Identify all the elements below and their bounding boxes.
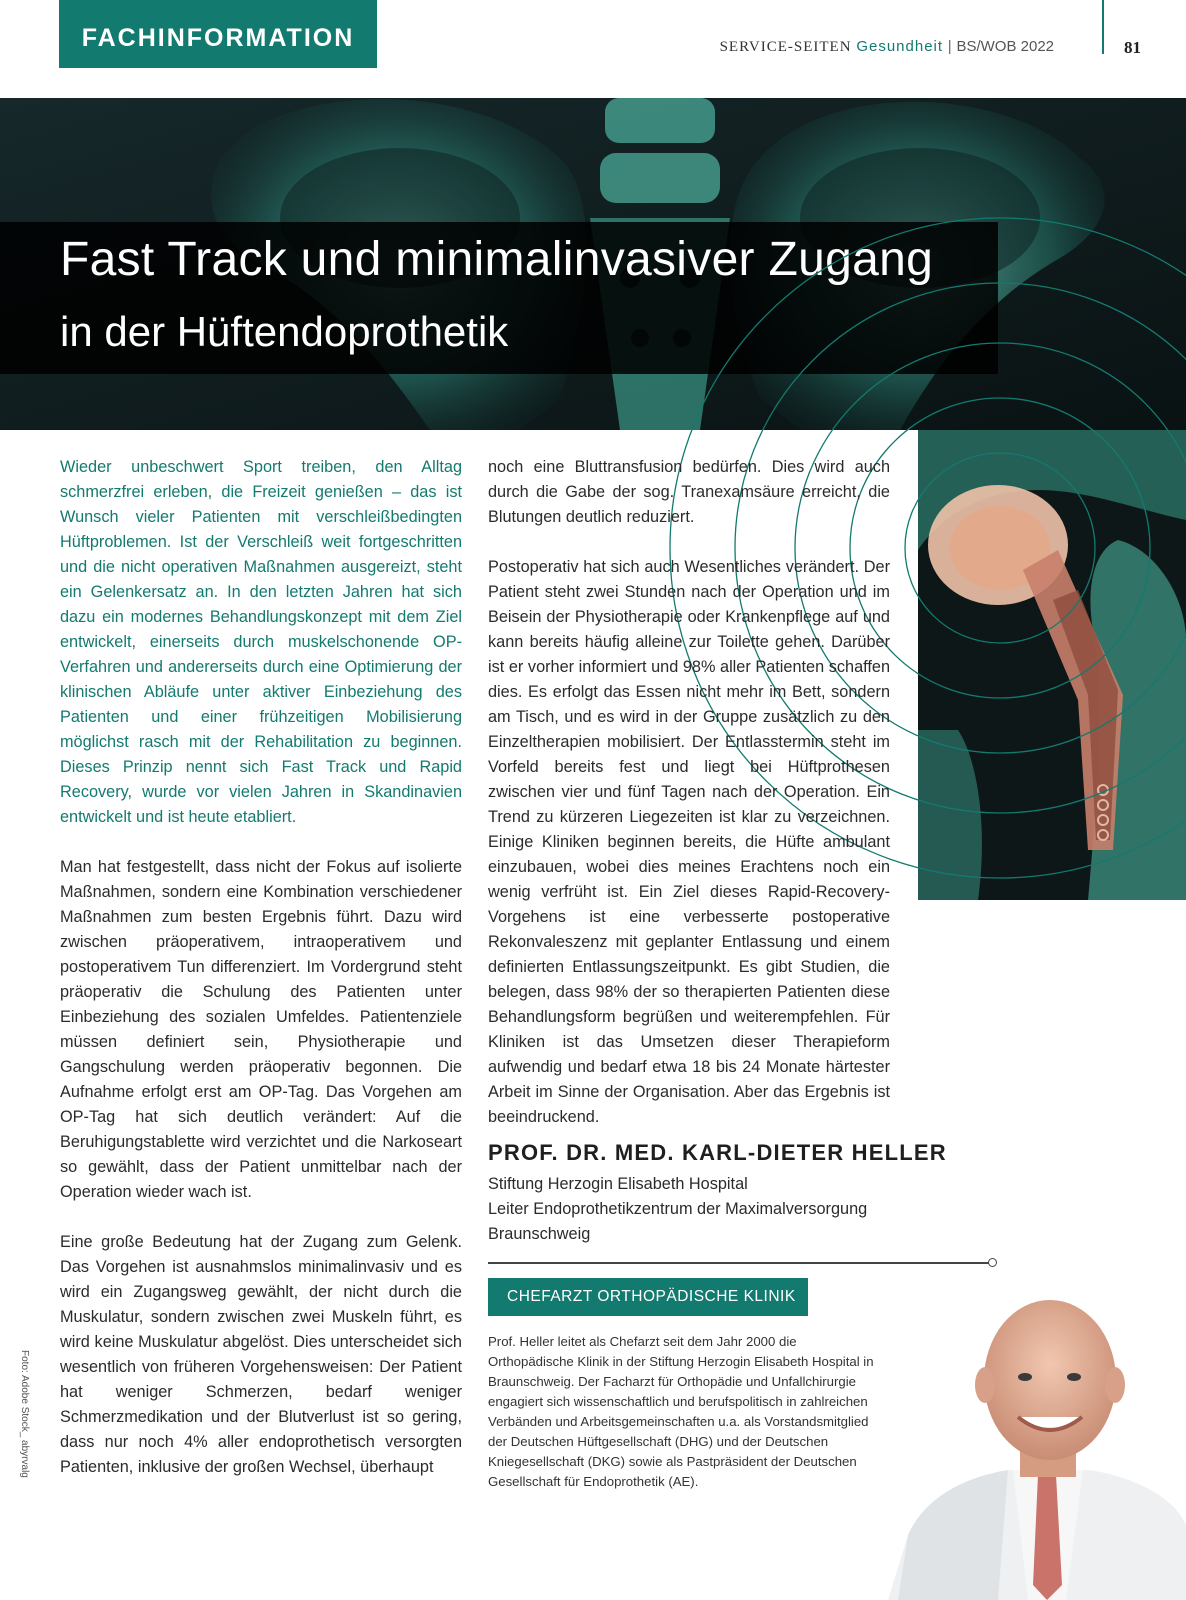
running-header-issue: BS/WOB 2022	[956, 38, 1054, 55]
author-position: Leiter Endoprothetikzentrum der Maximalversorgung	[488, 1200, 868, 1218]
author-institution: Stiftung Herzogin Elisabeth Hospital	[488, 1175, 748, 1193]
article-paragraph: Postoperativ hat sich auch Wesentliches verändert. Der Patient steht zwei Stunden nach der Operation und im Beisein der Physiotherapie oder Krankenpflege auf und kann bereits häufig alleine zur Toilette gehen. Darüber ist er vorher informiert und 98% aller Patienten schaffen dies. Es erfolgt das Essen nicht mehr im Bett, sondern am Tisch, und es wird in der Gruppe zusätzlich zu den Einzeltherapien mobilisiert. Der Entlasstermin steht im Vorfeld bereits fest und liegt bei Hüftprothesen zwischen vier und fünf Tagen nach der Operation. Ein Trend zu kürzeren Liegezeiten ist klar zu verzeichnen. Einige Kliniken beginnen bereits, die Hüfte ambulant einzubauen, wobei dies meines Erachtens noch ein wenig verfrüht ist. Ein Ziel dieses Rapid-Recovery-Vorgehens ist eine verbesserte postoperative Rekonvaleszenz mit geplanter Entlassung und einem definierten Entlassungszeitpunkt. Es gibt Studien, die belegen, dass 98% der so therapierten Patienten diese Behandlungsform begrüßen und weiterempfehlen. Für Kliniken ist das Umsetzen dieser Therapieform aufwendig und bedarf etwa 18 bis 24 Monate härtester Arbeit im Sinne der Organisation. Aber das Ergebnis ist beeindruckend.	[488, 558, 890, 1126]
article-column-right	[488, 455, 890, 1155]
photo-credit-text: Foto: Adobe Stock_ abyrvalg	[19, 1350, 30, 1478]
article-paragraph: Eine große Bedeutung hat der Zugang zum Gelenk. Das Vorgehen ist ausnahmslos minimalinvasiv und es wird ein Zugangsweg gewählt, der nicht durch die Muskulatur, sondern zwischen zwei Muskeln führt, es wird keine Muskulatur abgelöst. Dies unterscheidet sich wesentlich von früheren Vorgehensweisen: Der Patient hat weniger Schmerzen, bedarf weniger Schmerzmedikation und der Blutverlust ist so gering, dass nur noch 4% aller endoprothetisch versorgten Patienten, inklusive der großen Wechsel, überhaupt	[60, 1233, 462, 1476]
author-name: PROF. DR. MED. KARL-DIETER HELLER	[488, 1140, 947, 1165]
hip-prosthesis-icon	[918, 430, 1186, 900]
running-header-separator: |	[947, 38, 952, 55]
author-affiliation	[488, 1172, 867, 1247]
article-title: Fast Track und minimalinvasiver Zugang	[60, 233, 934, 286]
running-header	[720, 38, 1054, 56]
hip-implant-image	[918, 430, 1186, 900]
header-divider	[1102, 0, 1104, 54]
article-column-left	[60, 455, 462, 1505]
article-subtitle: in der Hüftendoprothetik	[60, 308, 509, 355]
author-bio: Prof. Heller leitet als Chefarzt seit dem Jahr 2000 die Orthopädische Klinik in der Stiftung Herzogin Elisabeth Hospital in Braunschweig. Der Facharzt für Orthopädie und Unfallchirurgie engagiert sich wissenschaftlich und berufspolitisch in zahlreichen Verbänden und Arbeitsgemeinschaften u.a. als Vorstandsmitglied der Deutschen Hüftgesellschaft (DHG) und der Deutschen Kniegesellschaft (DKG) sowie als Pastpräsident der Deutschen Gesellschaft für Endoprothetik (AE).	[488, 1334, 874, 1489]
author-portrait	[888, 1285, 1186, 1600]
author-role-badge: CHEFARZT ORTHOPÄDISCHE KLINIK	[488, 1278, 808, 1316]
page-number: 81	[1124, 38, 1141, 57]
author-city: Braunschweig	[488, 1225, 591, 1243]
author-divider	[488, 1262, 990, 1264]
divider-end-dot	[988, 1258, 997, 1267]
article-paragraph: Man hat festgestellt, dass nicht der Fokus auf isolierte Maßnahmen, sondern eine Kombination verschiedener Maßnahmen zum besten Ergebnis führt. Dazu wird zwischen präoperativem, intraoperativem und postoperativem Tun differenziert. Im Vordergrund steht präoperativ die Schulung des Patienten unter Einbeziehung des sozialen Umfeldes. Patientenziele müssen definiert sein, Physiotherapie und Gangschulung werden präoperativ begonnen. Die Aufnahme erfolgt erst am OP-Tag. Das Vorgehen am OP-Tag hat sich deutlich verändert: Auf die Beruhigungstablette wird verzichtet und die Narkoseart so gewählt, dass der Patient unmittelbar nach der Operation wieder wach ist.	[60, 858, 462, 1201]
author-portrait-icon	[888, 1285, 1186, 1600]
running-header-category: Gesundheit	[856, 38, 944, 55]
article-paragraph: noch eine Bluttransfusion bedürfen. Dies wird auch durch die Gabe der sog. Tranexamsäure erreicht, die Blutungen deutlich reduziert.	[488, 458, 890, 526]
running-header-serif: SERVICE-SEITEN	[719, 39, 852, 55]
photo-credit	[18, 1350, 34, 1510]
article-lead: Wieder unbeschwert Sport treiben, den Alltag schmerzfrei erleben, die Freizeit genießen – das ist Wunsch vieler Patienten mit verschleißbedingten Hüftproblemen. Ist der Verschleiß weit fortgeschritten und die nicht operativen Maßnahmen ausgereizt, steht ein Gelenkersatz an. In den letzten Jahren hat sich dazu ein modernes Behandlungskonzept mit dem Ziel entwickelt, einerseits durch muskelschonende OP-Verfahren und andererseits durch eine Optimierung der klinischen Abläufe unter aktiver Einbeziehung des Patienten und einer frühzeitigen Mobilisierung möglichst rasch mit der Rehabilitation zu beginnen. Dieses Prinzip nennt sich Fast Track und Rapid Recovery, wurde vor vielen Jahren in Skandinavien entwickelt und ist heute etabliert.	[60, 458, 462, 826]
section-rubric: FACHINFORMATION	[59, 0, 377, 68]
